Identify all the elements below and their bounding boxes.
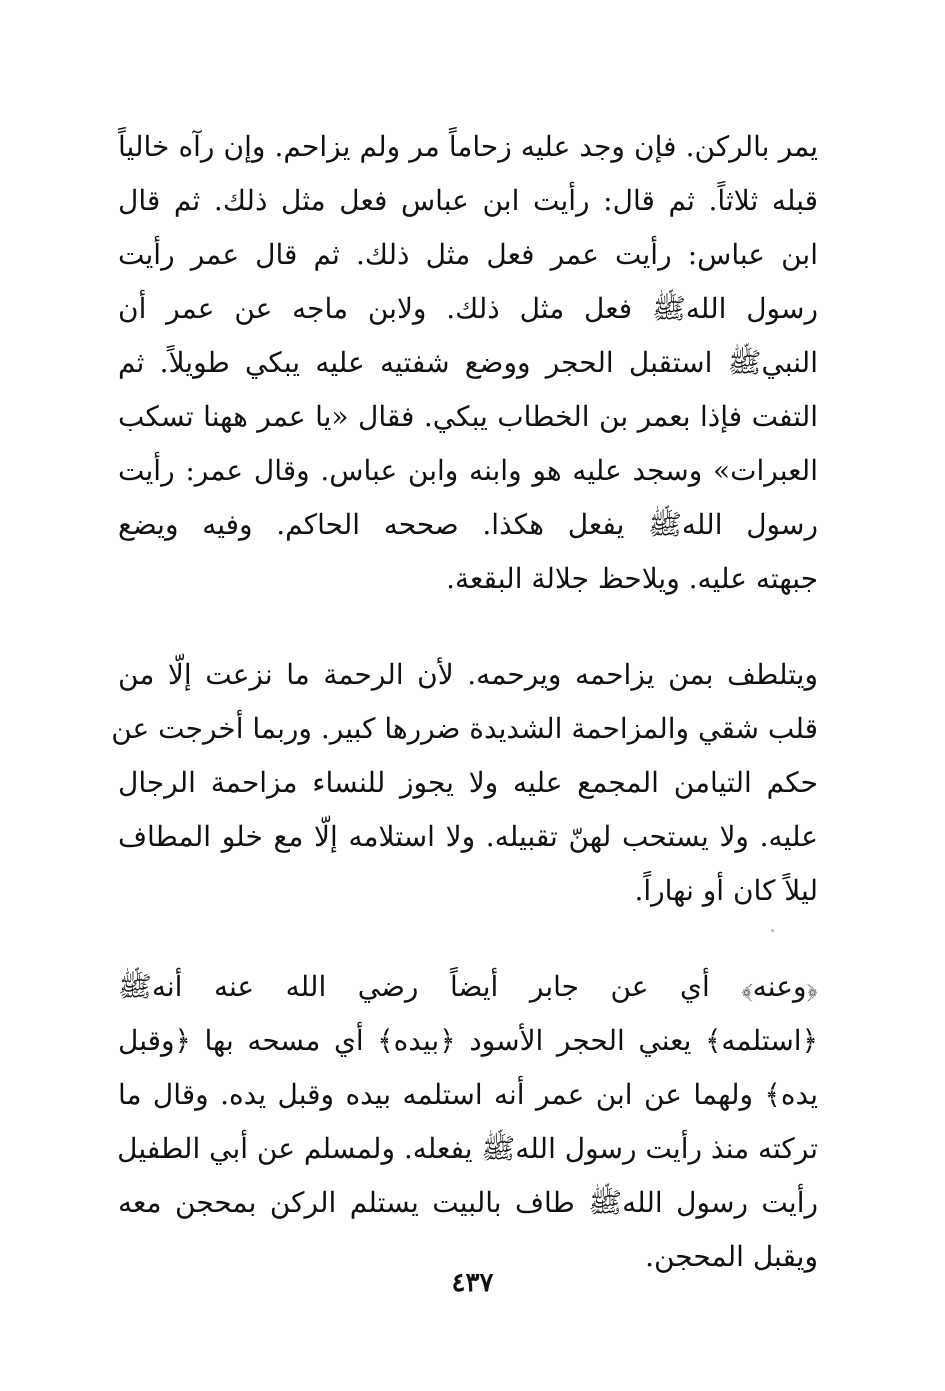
text-line: ويقبل المحجن.	[645, 1240, 818, 1273]
text-line: ﴿وعنه﴾ أي عن جابر أيضاً رضي الله عنه أنهﷺ	[118, 970, 818, 1003]
print-speck	[771, 929, 774, 932]
page-body	[111, 120, 818, 1284]
paragraph-3	[118, 960, 818, 1284]
text-line: رسول اللهﷺ يفعل هكذا. صححه الحاكم. وفيه ويضع	[118, 508, 818, 541]
text-line: العبرات» وسجد عليه هو وابنه وابن عباس. وقال عمر: رأيت	[118, 454, 818, 487]
text-line: رأيت رسول اللهﷺ طاف بالبيت يستلم الركن بمحجن معه	[118, 1186, 818, 1219]
text-line: ويتلطف بمن يزاحمه ويرحمه. لأن الرحمة ما نزعت إلّا من	[118, 658, 818, 691]
text-line: يمر بالركن. فإن وجد عليه زحاماً مر ولم يزاحم. وإن رآه خالياً	[118, 130, 818, 163]
text-line: التفت فإذا بعمر بن الخطاب يبكي. فقال «يا عمر ههنا تسكب	[118, 400, 818, 433]
paragraph-2	[111, 648, 818, 918]
text-line: قلب شقي والمزاحمة الشديدة ضررها كبير. وربما أخرجت عن	[111, 712, 818, 745]
text-line: عليه. ولا يستحب لهنّ تقبيله. ولا استلامه إلّا مع خلو المطاف	[118, 820, 818, 853]
text-line: تركته منذ رأيت رسول اللهﷺ يفعله. ولمسلم عن أبي الطفيل	[117, 1132, 818, 1165]
paragraph-1	[118, 120, 818, 606]
text-line: ابن عباس: رأيت عمر فعل مثل ذلك. ثم قال عمر رأيت	[118, 238, 818, 271]
text-line: قبله ثلاثاً. ثم قال: رأيت ابن عباس فعل مثل ذلك. ثم قال	[118, 184, 818, 217]
text-line: النبيﷺ استقبل الحجر ووضع شفتيه عليه يبكي طويلاً. ثم	[118, 346, 818, 379]
text-line: رسول اللهﷺ فعل مثل ذلك. ولابن ماجه عن عمر أن	[118, 292, 818, 325]
page-number: ٤٣٧	[451, 1268, 494, 1298]
text-line: ليلاً كان أو نهاراً.	[634, 874, 818, 907]
text-line: ﴿استلمه﴾ يعني الحجر الأسود ﴿بيده﴾ أي مسحه بها ﴿وقبل	[118, 1024, 818, 1057]
text-line: يده﴾ ولهما عن ابن عمر أنه استلمه بيده وقبل يده. وقال ما	[118, 1078, 818, 1111]
text-line: حكم التيامن المجمع عليه ولا يجوز للنساء مزاحمة الرجال	[118, 766, 818, 799]
text-line: جبهته عليه. ويلاحظ جلالة البقعة.	[446, 562, 818, 595]
